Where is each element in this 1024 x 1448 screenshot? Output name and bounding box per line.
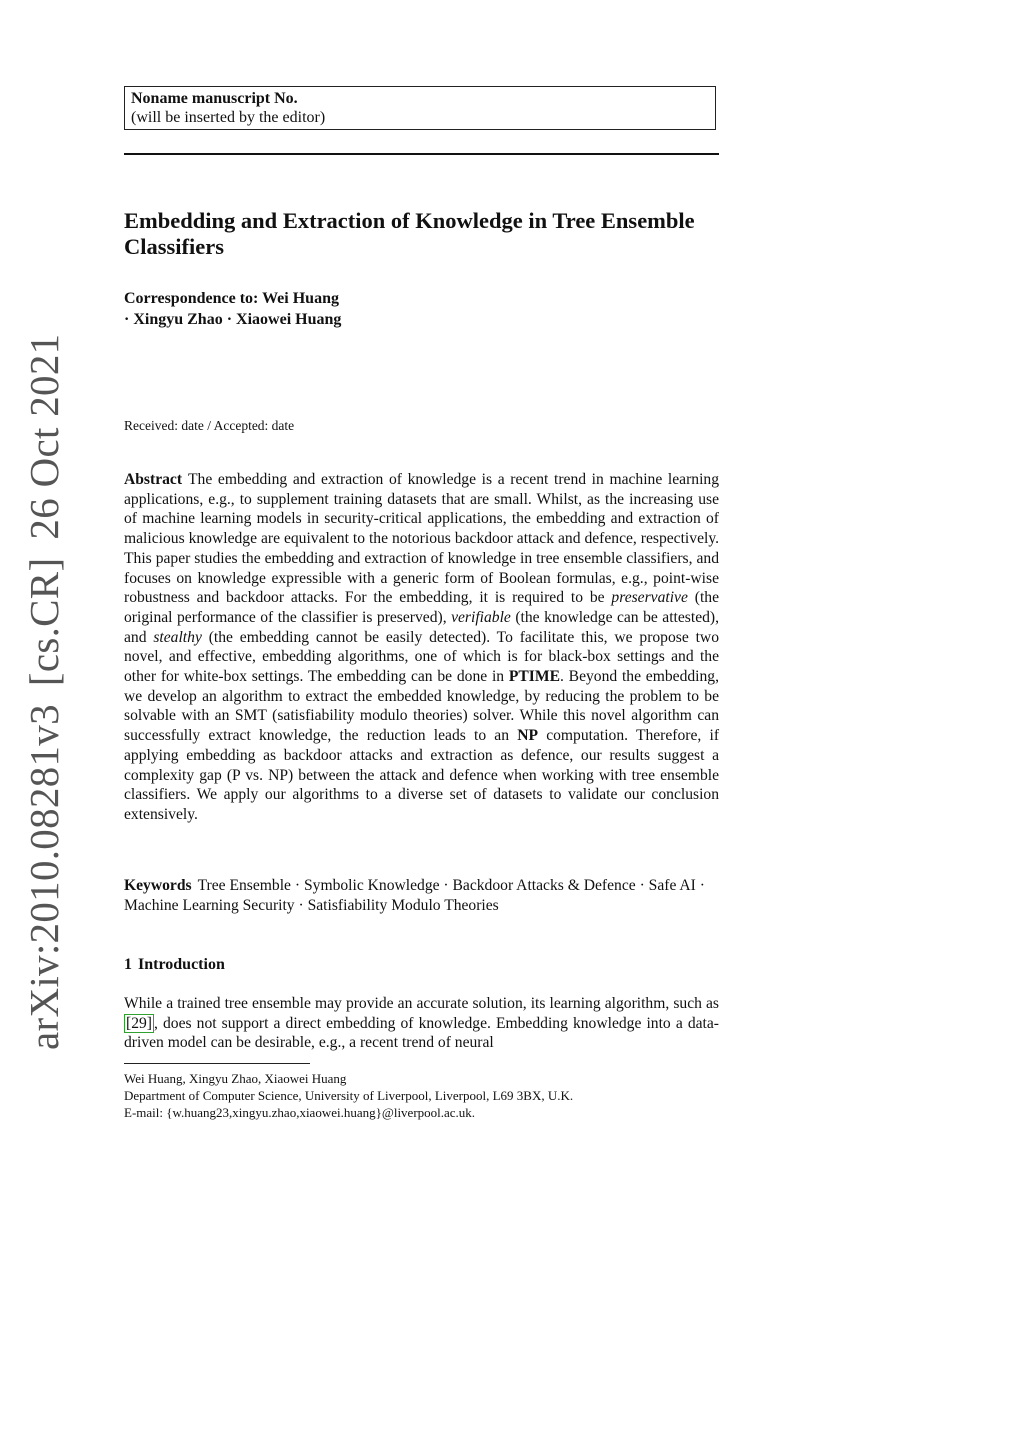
abstract-text: (the embedding cannot be easily detected). To facilitate this, we propose two novel, and effective, embedding algorithms, one of which is for black-box settings and the other for white-box settings. The embedding can be done in	[124, 628, 719, 686]
citation-link[interactable]: [29]	[126, 1014, 152, 1032]
abstract-text: (the knowledge can be attested), and	[124, 608, 720, 646]
arxiv-id: arXiv:2010.08281v3	[21, 704, 67, 1050]
introduction-paragraph	[124, 994, 719, 1053]
abstract-bold-term: NP	[517, 727, 539, 745]
header-divider	[124, 153, 719, 155]
footnote-names: Wei Huang, Xingyu Zhao, Xiaowei Huang	[124, 1071, 347, 1086]
footnote-divider	[124, 1063, 310, 1064]
abstract-text: (the original performance of the classifier is preserved),	[124, 589, 719, 626]
intro-text: While a trained tree ensemble may provide an accurate solution, its learning algorithm, such as	[124, 995, 719, 1012]
manuscript-editor-note: (will be inserted by the editor)	[131, 109, 326, 126]
keywords-label: Keywords	[124, 877, 192, 894]
abstract	[124, 470, 719, 825]
section-number: 1	[124, 956, 132, 973]
manuscript-info-box	[124, 86, 716, 130]
footnote-affiliation: Department of Computer Science, University of Liverpool, Liverpool, L69 3BX, U.K.	[124, 1088, 574, 1103]
abstract-text: . Beyond the embedding, we develop an algorithm to extract the embedded knowledge, by reducing the problem to be solvable with an SMT (satisfiability modulo theories) solver. While this novel algorithm can successfully extract knowledge, the reduction leads to an	[124, 668, 719, 745]
abstract-emphasis: verifiable	[451, 608, 511, 626]
author-block	[124, 288, 719, 330]
intro-text: , does not support a direct embedding of knowledge. Embedding knowledge into a data-driven model can be desirable, e.g., a recent trend of neural	[124, 1014, 719, 1052]
received-accepted-dates: Received: date / Accepted: date	[124, 418, 295, 433]
section-title: Introduction	[138, 956, 225, 973]
coauthors-line: · Xingyu Zhao · Xiaowei Huang	[124, 311, 342, 328]
keywords-list: Tree Ensemble · Symbolic Knowledge · Backdoor Attacks & Defence · Safe AI · Machine Learning Security · Satisfiability Modulo Theories	[124, 877, 705, 914]
manuscript-number-label: Noname manuscript No.	[131, 90, 298, 107]
keywords	[124, 876, 719, 915]
author-affiliation-footnote	[124, 1070, 719, 1121]
footnote-email: E-mail: {w.huang23,xingyu.zhao,xiaowei.huang}@liverpool.ac.uk.	[124, 1105, 476, 1120]
abstract-text: computation. Therefore, if applying embedding as backdoor attacks and extraction as defence, our results suggest a complexity gap (P vs. NP) between the attack and defence when working with tree ensemble classifiers. We apply our algorithms to a diverse set of datasets to validate our conclusion extensively.	[124, 727, 720, 823]
paper-title: Embedding and Extraction of Knowledge in Tree Ensemble Classifiers	[124, 208, 695, 259]
arxiv-date: 26 Oct 2021	[21, 333, 67, 540]
abstract-text: The embedding and extraction of knowledge is a recent trend in machine learning applications, e.g., to supplement training datasets that are small. Whilst, as the increasing use of machine learning models in security-critical applications, the embedding and extraction of malicious knowledge are equivalent to the notorious backdoor attack and defence, respectively. This paper studies the embedding and extraction of knowledge in tree ensemble classifiers, and focuses on knowledge expressible with a generic form of Boolean formulas, e.g., point-wise robustness and backdoor attacks. For the embedding, it is required to be	[124, 471, 719, 607]
arxiv-identifier-stamp	[20, 316, 68, 1050]
section-heading-introduction	[124, 956, 231, 974]
arxiv-category: [cs.CR]	[21, 557, 67, 687]
abstract-emphasis: preservative	[611, 589, 688, 607]
correspondence-line: Correspondence to: Wei Huang	[124, 290, 339, 307]
abstract-emphasis: stealthy	[153, 628, 202, 646]
abstract-bold-term: PTIME	[508, 668, 560, 686]
abstract-label: Abstract	[124, 471, 183, 488]
